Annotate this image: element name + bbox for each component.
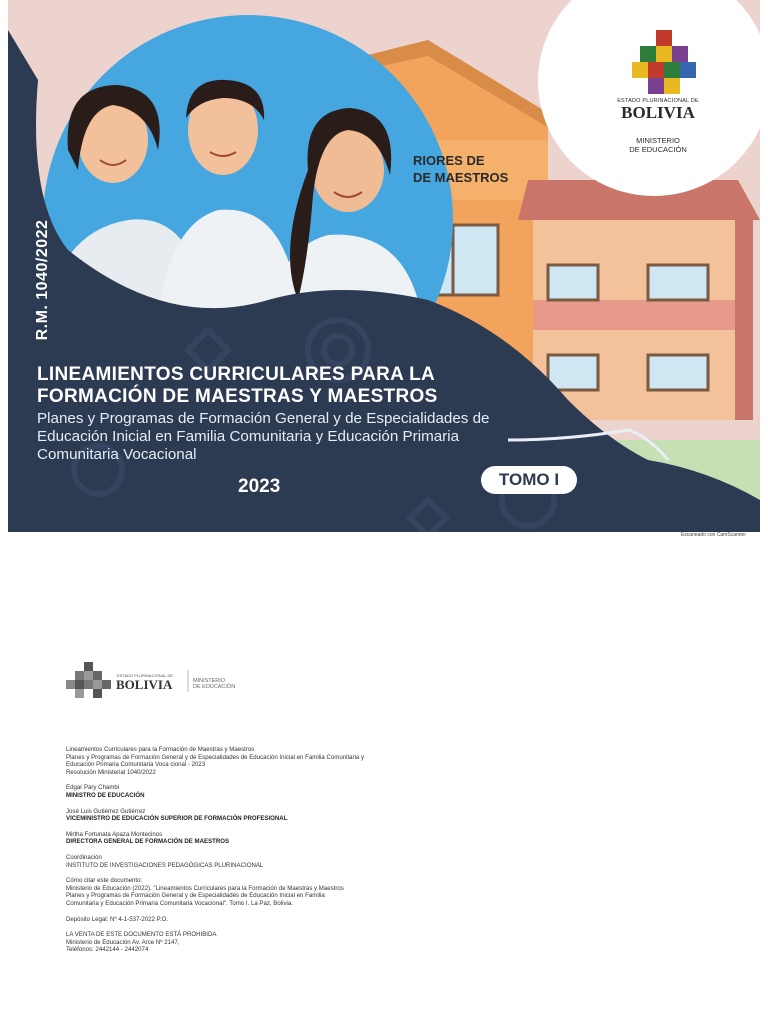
resolution-code-vertical: R.M. 1040/2022: [34, 219, 51, 341]
logo-ministry-text: MINISTERIO DE EDUCACIÓN: [629, 136, 687, 154]
legal-deposit: Depósito Legal: Nº 4-1-537-2022 P.O.: [66, 915, 169, 923]
cover-year: 2023: [238, 476, 281, 497]
phones: Teléfonos: 2442144 - 2442074: [66, 946, 149, 954]
logo-estado-text: ESTADO PLURINACIONAL DE: [617, 98, 699, 104]
cover-subtitle-line2: Educación Inicial en Familia Comunitaria y Educación Primaria: [37, 428, 460, 445]
minister-name: Edgar Pary Chambi: [66, 784, 120, 792]
address: Ministerio de Educación Av. Arce Nº 2147,: [66, 938, 180, 946]
cover-subtitle-line1: Planes y Programas de Formación General y de Especialidades de: [37, 410, 490, 427]
intro-line: Educación Primaria Comunitaria Voca cional - 2023: [66, 761, 206, 769]
coordination-label: Coordinación: [66, 853, 102, 861]
sale-prohibited: LA VENTA DE ESTE DOCUMENTO ESTÁ PROHIBIDA: [66, 931, 217, 939]
minister-role: MINISTRO DE EDUCACIÓN: [66, 791, 145, 799]
director-role: DIRECTORA GENERAL DE FORMACIÓN DE MAESTROS: [66, 838, 230, 846]
cover-title: [37, 364, 438, 408]
cite-label: Cómo citar este documento:: [66, 877, 143, 885]
credits-logo-ministry: MINISTERIO DE EDUCACIÓN: [193, 678, 236, 690]
intro-line: Resolución Ministerial 1040/2022: [66, 768, 156, 776]
coordination-value: INSTITUTO DE INVESTIGACIONES PEDAGÓGICAS PLURINACIONAL: [66, 861, 264, 869]
credits-logo-bolivia: BOLIVIA: [116, 677, 173, 692]
volume-badge: TOMO I: [481, 466, 577, 494]
cover-subtitle: [37, 410, 490, 464]
viceminister-role: VICEMINISTRO DE EDUCACIÓN SUPERIOR DE FORMACIÓN PROFESIONAL: [66, 815, 288, 823]
logo-bolivia-text: BOLIVIA: [621, 103, 695, 122]
cover-title-line2: FORMACIÓN DE MAESTRAS Y MAESTROS: [37, 386, 438, 407]
cite-line: Planes y Programas de Formación General y de Especialidades de Educación Inicial en Familia: [66, 892, 325, 900]
viceminister-name: José Luis Gutiérrez Gutiérrez: [66, 807, 146, 815]
director-name: Mirtha Fortunata Apaza Montecinos: [66, 830, 163, 838]
building-sign-line1: RIORES DE: [413, 153, 485, 168]
credits-logo-estado: ESTADO PLURINACIONAL DE: [117, 673, 174, 678]
credits-block: [66, 746, 426, 954]
bolivia-emblem-icon: [632, 30, 696, 94]
cite-line: Comunitaria y Educación Primaria Comunitaria Vocacional". Tomo I. La Paz, Bolivia.: [66, 899, 293, 907]
scan-watermark: Escaneado con CamScanner: [680, 532, 746, 538]
building-sign-line2: DE MAESTROS: [413, 170, 509, 185]
intro-line: Lineamientos Curriculares para la Formación de Maestras y Maestros: [66, 746, 255, 753]
intro-line: Planes y Programas de Formación General y de Especialidades de Educación Inicial en Familia Comunitaria y: [66, 753, 365, 761]
cover-title-line1: LINEAMIENTOS CURRICULARES PARA LA: [37, 364, 435, 385]
cover-subtitle-line3: Comunitaria Vocacional: [37, 446, 197, 463]
cite-line: Ministerio de Educación (2022). "Lineamientos Curriculares para la Formación de Maestras y Maestros: [66, 884, 344, 892]
